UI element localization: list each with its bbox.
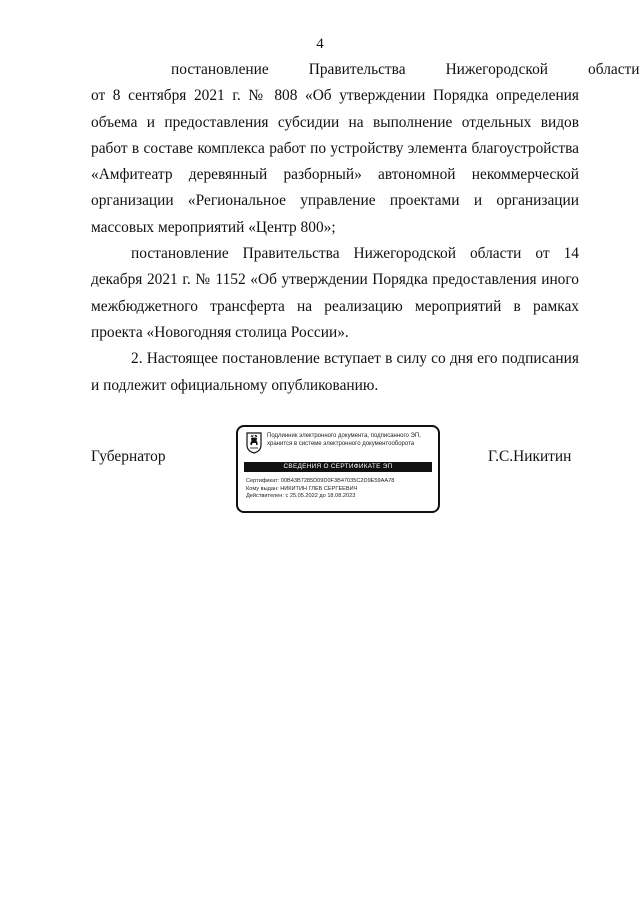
page-number: 4 <box>316 36 324 52</box>
nizhny-novgorod-deer-emblem-icon <box>246 432 262 454</box>
word: Правительства <box>308 61 406 78</box>
validity-label: Действителен: <box>246 493 284 500</box>
word: области <box>588 61 640 78</box>
document-body <box>91 57 640 399</box>
word: постановление <box>171 61 269 78</box>
paragraph-continuation: от 8 сентября 2021 г. № 808 «Об утверждении Порядка определения объема и предоставления субсидии на выполнение отдельных видов работ в составе комплекса работ по устройству элемента благоустройства «Амфитеатр деревянный разборный» автономной некоммерческой организации «Региональное управление проектами и организации массовых мероприятий «Центр 800»; <box>91 87 579 236</box>
paragraph-resolution-1152: постановление Правительства Нижегородской области от 14 декабря 2021 г. № 1152 «Об утверждении Порядка предоставления иного межбюджетного трансферта на реализацию мероприятий в рамках проекта «Новогодняя столица России». <box>91 245 579 341</box>
issued-to-label: Кому выдан: <box>246 485 279 492</box>
electronic-signature-stamp <box>236 425 440 513</box>
validity-row <box>246 493 436 501</box>
word: Нижегородской <box>445 61 549 78</box>
stamp-notice: Подлинник электронного документа, подписанного ЭП, хранится в системе электронного документооборота <box>267 433 421 447</box>
certificate-row <box>246 478 436 486</box>
validity-value: с 25.05.2022 до 18.08.2023 <box>285 493 356 500</box>
paragraph-first-line <box>91 57 640 83</box>
certificate-details <box>246 478 436 501</box>
paragraph-resolution-808 <box>91 57 640 241</box>
certificate-header: СВЕДЕНИЯ О СЕРТИФИКАТЕ ЭП <box>244 462 432 472</box>
signer-name: Г.С.Никитин <box>488 448 572 465</box>
certificate-value: 00B43B7285D09D0F3B47035C2D9E59AA78 <box>280 478 395 484</box>
signer-position: Губернатор <box>91 448 166 465</box>
issued-to-value: НИКИТИН ГЛЕБ СЕРГЕЕВИЧ <box>280 485 358 492</box>
certificate-label: Сертификат: <box>246 478 280 484</box>
paragraph-entry-into-force: 2. Настоящее постановление вступает в силу со дня его подписания и подлежит официальному опубликованию. <box>91 350 579 394</box>
